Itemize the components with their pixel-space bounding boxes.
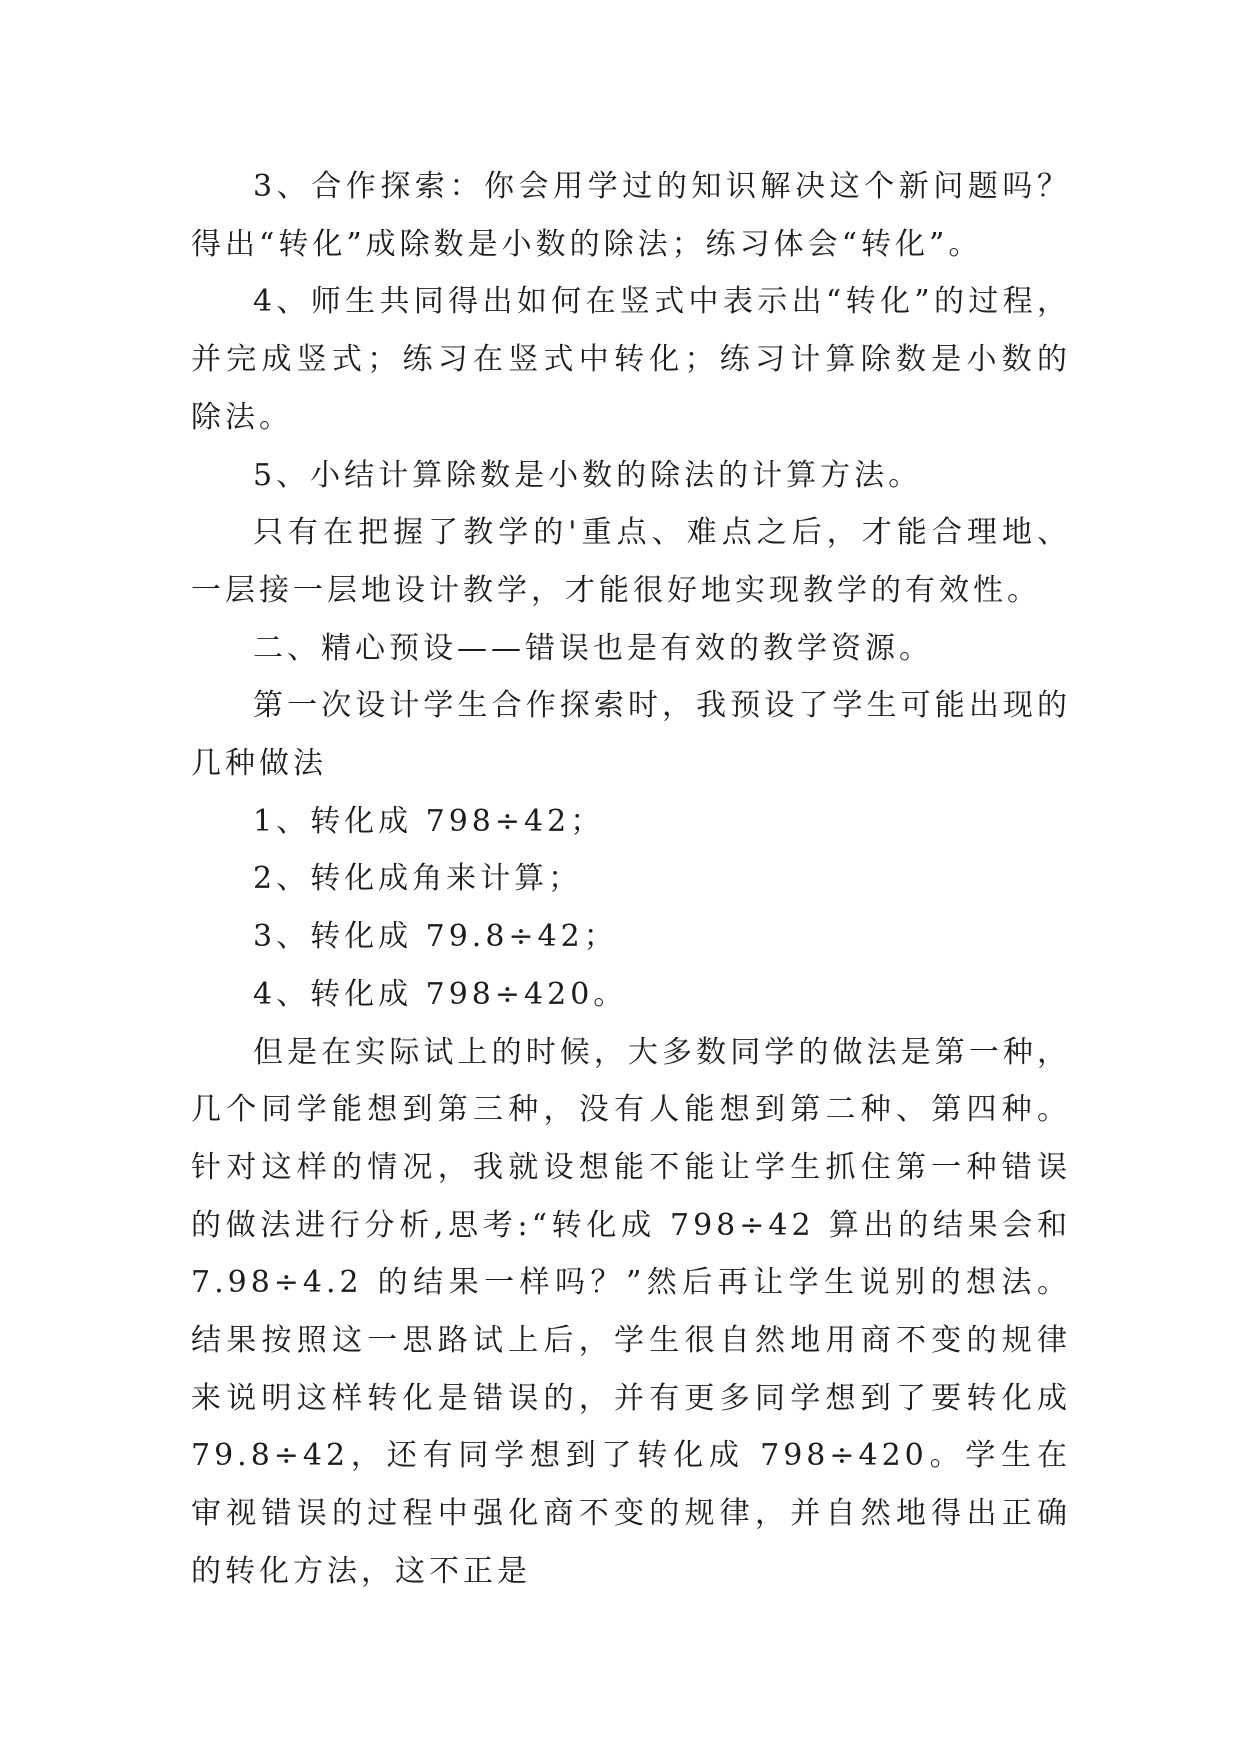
paragraph-trial-results: 但是在实际试上的时候，大多数同学的做法是第一种，几个同学能想到第三种，没有人能想到第二种、第四种。针对这样的情况，我就设想能不能让学生抓住第一种错误的做法进行分析,思考:“转化成 798÷42 算出的结果会和 7.98÷4.2 的结果一样吗？”然后再让学生说别的想法。结果按照这一思路试上后，学生很自然地用商不变的规律来说明这样转化是错误的，并有更多同学想到了要转化成 79.8÷42，还有同学想到了转化成 798÷420。学生在审视错误的过程中强化商不变的规律，并自然地得出正确的转化方法，这不正是 — [191, 1034, 1071, 1589]
paragraph-cooperative-exploration: 3、合作探索：你会用学过的知识解决这个新问题吗？得出“转化”成除数是小数的除法；练习体会“转化”。 — [191, 169, 1071, 262]
paragraph-key-points: 只有在把握了教学的'重点、难点之后，才能合理地、一层接一层地设计教学，才能很好地实现教学的有效性。 — [191, 515, 1071, 608]
paragraph-summary: 5、小结计算除数是小数的除法的计算方法。 — [253, 457, 923, 493]
list-item-method-3: 3、转化成 79.8÷42； — [253, 919, 618, 955]
section-heading-presetting: 二、精心预设——错误也是有效的教学资源。 — [253, 630, 933, 666]
list-item-method-1: 1、转化成 798÷42； — [253, 803, 605, 839]
document-body — [191, 158, 1071, 1601]
paragraph-vertical-form: 4、师生共同得出如何在竖式中表示出“转化”的过程，并完成竖式；练习在竖式中转化；练习计算除数是小数的除法。 — [191, 284, 1071, 435]
list-item-method-2: 2、转化成角来计算； — [253, 861, 583, 897]
list-item-method-4: 4、转化成 798÷420。 — [253, 976, 628, 1012]
paragraph-first-design: 第一次设计学生合作探索时，我预设了学生可能出现的几种做法 — [191, 688, 1071, 782]
